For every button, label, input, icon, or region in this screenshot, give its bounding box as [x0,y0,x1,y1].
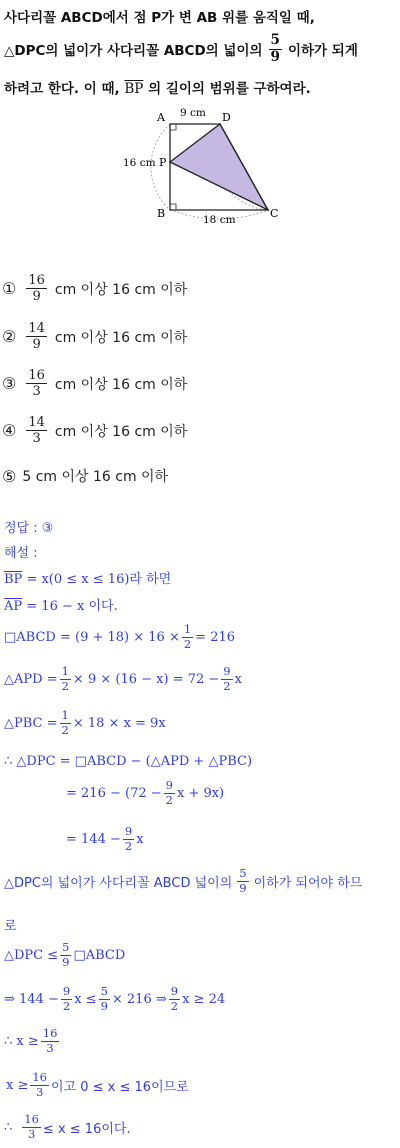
right-angle-a [170,124,176,130]
expl-line-12-mid-2: × 216 ⇒ [111,991,167,1007]
question-fraction [269,34,282,64]
expl-line-7-frac [164,780,175,806]
expl-line-2 [4,595,118,614]
expl-line-14-post: 이고 0 ≤ x ≤ 16이므로 [51,1079,189,1095]
label-left-length: 16 cm [123,157,156,169]
option-4-number: ④ [2,421,17,440]
label-c: C [270,207,279,220]
expl-line-12 [4,986,225,1012]
frac-d: 9 [100,998,108,1013]
expl-line-7-pre: = 216 − (72 − [66,785,162,801]
option-3[interactable] [2,369,187,398]
expl-line-5 [4,710,166,736]
expl-line-15 [4,1114,131,1140]
frac-d: 2 [223,678,231,693]
expl-line-11-frac [60,942,71,968]
expl-line-15-pre: ∴ [4,1119,13,1135]
expl-line-10: 로 [4,919,17,934]
expl-line-14 [6,1072,189,1098]
expl-line-11-post: □ABCD [73,947,126,963]
question-line-1: 사다리꼴 ABCD에서 점 P가 변 AB 위를 움직일 때, [4,10,315,26]
expl-line-3-pre: □ABCD = (9 + 18) × 16 × [4,629,180,645]
frac-d: 9 [239,880,247,895]
frac-n: 16 [32,1070,47,1084]
segment-bp: $\overline{BP}$ [124,81,144,97]
expl-line-8-post: x [136,831,144,847]
option-4-numerator: 14 [28,415,45,430]
frac-n: 16 [24,1112,39,1126]
option-3-number: ③ [2,374,17,393]
expl-line-5-frac [60,710,71,736]
expl-line-15-frac [22,1114,41,1140]
expl-line-14-pre: x ≥ [6,1077,29,1093]
frac-n: 1 [61,708,69,722]
expl-line-4-post: x [234,671,242,687]
expl-line-12-pre: ⇒ 144 − [4,991,59,1007]
label-b: B [157,207,166,220]
frac-n: 9 [62,984,71,998]
expl-line-9-pre: △DPC의 넓이가 사다리꼴 ABCD 넓이의 [4,875,233,891]
expl-line-15-post: ≤ x ≤ 16이다. [42,1121,131,1137]
question-line-3-post: 의 길이의 범위를 구하여라. [148,81,311,97]
frac-n: 5 [100,984,108,998]
option-5[interactable] [2,466,168,486]
option-1[interactable] [2,274,187,303]
expl-line-11 [4,942,125,968]
option-3-numerator: 16 [28,368,45,383]
option-2-text: cm 이상 16 cm 이하 [54,329,188,346]
frac-n: 5 [239,866,247,880]
frac-n: 9 [223,664,231,678]
frac-d: 2 [183,636,192,651]
question-line-2 [4,34,358,64]
expl-line-4-mid: × 9 × (16 − x) = 72 − [72,671,220,687]
frac-d: 3 [27,1126,36,1141]
expl-line-3-post: = 216 [195,629,236,645]
frac-n: 9 [124,824,133,838]
expl-line-12-frac-1 [61,986,72,1012]
segment-bp-expl: $\overline{BP}$ [4,572,23,587]
frac-n: 1 [183,622,192,636]
option-2-fraction [26,322,47,351]
option-1-denominator: 9 [32,289,41,304]
expl-line-2-text: = 16 − x 이다. [26,599,118,614]
expl-line-4-pre: △APD = [4,671,58,687]
answer-label: 정답 : ③ [4,521,54,536]
option-1-text: cm 이상 16 cm 이하 [54,281,188,298]
expl-line-13 [4,1028,61,1054]
option-2-denominator: 9 [32,337,41,352]
expl-line-4-frac-2 [221,666,232,692]
frac-n: 5 [62,940,70,954]
label-a: A [157,111,165,124]
frac-n: 16 [42,1026,58,1040]
option-3-denominator: 3 [32,384,41,399]
option-4-denominator: 3 [32,431,41,446]
question-line-3 [4,77,311,97]
expl-line-8 [66,826,144,852]
question-line-3-pre: 하려고 한다. 이 때, [4,81,120,97]
option-2-numerator: 14 [28,321,45,336]
expl-line-13-pre: ∴ x ≥ [4,1033,39,1049]
expl-line-4-frac-1 [60,666,71,692]
label-bottom-length: 18 cm [203,214,236,226]
expl-line-1-text: = x(0 ≤ x ≤ 16)라 하면 [26,572,172,587]
expl-line-7-post: x + 9x) [176,785,225,801]
expl-line-3 [4,624,235,650]
expl-line-4 [4,666,242,692]
frac-n: 1 [61,664,69,678]
expl-line-13-frac [41,1028,60,1054]
frac-n: 9 [165,778,173,792]
option-5-number: ⑤ [2,466,17,486]
option-1-fraction [26,274,47,303]
expl-line-12-frac-2 [99,986,110,1012]
expl-line-7 [66,780,224,806]
expl-line-9 [4,868,362,894]
expl-line-12-frac-3 [169,986,180,1012]
trapezoid-figure [110,104,290,228]
option-2-number: ② [2,327,17,346]
option-1-numerator: 16 [28,273,45,288]
option-3-fraction [26,369,47,398]
expl-line-14-frac [30,1072,49,1098]
frac-d: 2 [61,722,69,737]
frac-d: 2 [62,998,71,1013]
expl-line-8-pre: = 144 − [66,831,121,847]
expl-line-9-post: 이하가 되어야 하므 [253,875,363,891]
frac-d: 3 [36,1084,44,1099]
expl-line-11-pre: △DPC ≤ [4,947,59,963]
expl-line-1 [4,568,171,587]
expl-line-6: ∴ △DPC = □ABCD − (△APD + △PBC) [4,754,253,769]
label-d: D [222,111,231,124]
segment-ap-expl: $\overline{AP}$ [4,599,23,614]
option-4[interactable] [2,416,187,445]
expl-line-8-frac [123,826,134,852]
right-angle-b [170,204,176,210]
frac-d: 3 [46,1040,54,1055]
expl-line-5-post: × 18 × x = 9x [72,715,166,731]
label-top-length: 9 cm [180,107,206,119]
frac-d: 2 [124,838,133,853]
expl-line-5-pre: △PBC = [4,715,58,731]
label-p: P [159,156,167,169]
expl-line-3-frac [182,624,193,650]
frac-d: 2 [165,792,173,807]
explanation-label: 해설 : [4,546,38,561]
frac-d: 2 [61,678,69,693]
option-5-text: 5 cm 이상 16 cm 이하 [22,469,169,485]
frac-n: 9 [170,984,179,998]
expl-line-12-post: x ≥ 24 [182,991,226,1007]
fraction-numerator: 5 [270,32,280,48]
option-2[interactable] [2,322,187,351]
question-line-2-post: 이하가 되게 [287,43,358,59]
option-1-number: ① [2,279,17,298]
triangle-dpc [170,124,268,210]
option-4-text: cm 이상 16 cm 이하 [54,423,188,440]
expl-line-9-frac [237,868,248,894]
option-3-text: cm 이상 16 cm 이하 [54,376,188,393]
frac-d: 2 [170,998,179,1013]
fraction-denominator: 9 [270,48,280,65]
expl-line-12-mid-1: x ≤ [74,991,97,1007]
frac-d: 9 [62,954,70,969]
option-4-fraction [26,416,47,445]
question-line-2-pre: △DPC의 넓이가 사다리꼴 ABCD의 넓이의 [4,43,263,59]
